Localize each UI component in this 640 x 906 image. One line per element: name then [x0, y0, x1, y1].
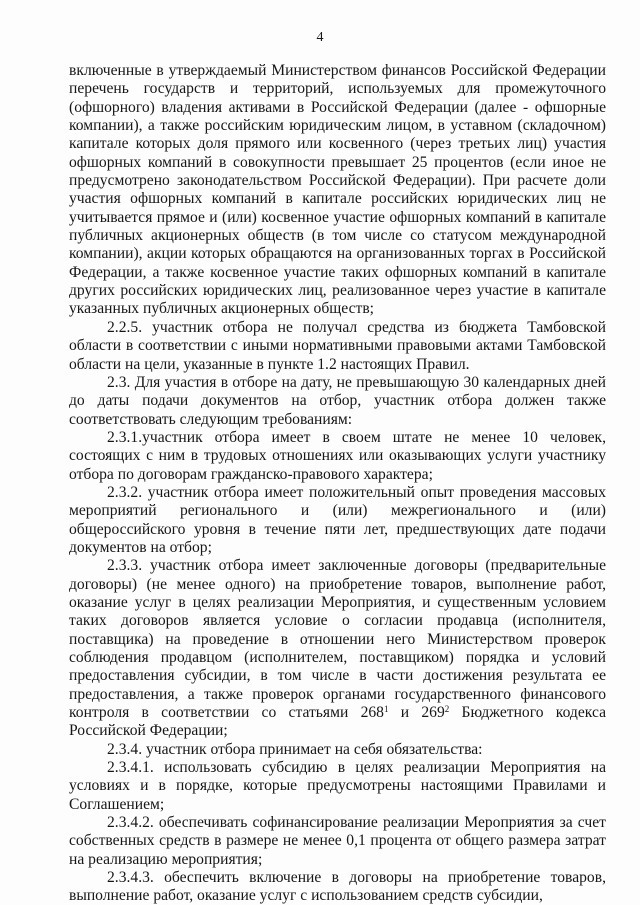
paragraph-offshore-companies: включенные в утверждаемый Министерством финансов Российской Федерации перечень государств и территорий, используемых для промежуточного (офшорного) владения активами в Российской Федерации (далее - офшорные компании), а также российским юридическим лицом, в уставном (складочном) капитале которых доля прямого или косвенного (через третьих лиц) участия офшорных компаний в совокупности превышает 25 процентов (если иное не предусмотрено законодательством Российской Федерации). При расчете доли участия офшорных компаний в капитале российских юридических лиц не учитывается прямое и (или) косвенное участие офшорных компаний в капитале публичных акционерных обществ (в том числе со статусом международной компании), акции которых обращаются на организованных торгах в Российской Федерации, а также косвенное участие таких офшорных компаний в капитале других российских юридических лиц, реализованное через участие в капитале указанных публичных акционерных обществ;	[69, 62, 606, 318]
paragraph-2-2-5: 2.2.5. участник отбора не получал средства из бюджета Тамбовской области в соответствии с иными нормативными правовыми актами Тамбовской области на цели, указанные в пункте 1.2 настоящих Правил.	[69, 318, 606, 373]
paragraph-2-3-1: 2.3.1.участник отбора имеет в своем штате не менее 10 человек, состоящих с ним в трудовых отношениях или оказывающих услуги участнику отбора по договорам гражданско-правового характера;	[69, 428, 606, 483]
paragraph-2-3: 2.3. Для участия в отборе на дату, не превышающую 30 календарных дней до даты подачи документов на отбор, участник отбора должен также соответствовать следующим требованиям:	[69, 373, 606, 428]
paragraph-2-3-3	[69, 557, 606, 740]
superscript-2: 2	[444, 704, 450, 715]
paragraph-2-3-4-3: 2.3.4.3. обеспечить включение в договоры на приобретение товаров, выполнение работ, оказание услуг с использованием средств субсидии,	[69, 869, 606, 905]
paragraph-2-3-3-text: 2.3.3. участник отбора имеет заключенные договоры (предварительные договоры) (не менее одного) на приобретение товаров, выполнение работ, оказание услуг в целях реализации Мероприятия, и существенным условием таких договоров является условие о согласии продавца (исполнителя, поставщика) на проведение в отношении него Министерством проверок соблюдения продавцом (исполнителем, поставщиком) порядка и условий предоставления субсидии, в том числе в части достижения результата ее предоставления, а также проверок органами государственного финансового контроля в соответствии со статьями 268	[69, 557, 606, 722]
paragraph-2-3-2: 2.3.2. участник отбора имеет положительный опыт проведения массовых мероприятий регионального и (или) межрегионального и (или) общероссийского уровня в течение пяти лет, предшествующих дате подачи документов на отбор;	[69, 483, 606, 556]
paragraph-2-3-3-mid: и 269	[388, 704, 445, 722]
paragraph-2-3-4-1: 2.3.4.1. использовать субсидию в целях реализации Мероприятия на условиях и в порядке, которые предусмотрены настоящими Правилами и Соглашением;	[69, 759, 606, 813]
superscript-1: 1	[383, 704, 389, 715]
paragraph-2-3-4: 2.3.4. участник отбора принимает на себя обязательства:	[107, 740, 483, 758]
paragraph-2-3-3-tail: Бюджетного кодекса Российской Федерации;	[69, 704, 606, 740]
document-body	[69, 62, 606, 906]
page-number: 4	[316, 30, 324, 45]
paragraph-2-3-4-2: 2.3.4.2. обеспечивать софинансирование реализации Мероприятия за счет собственных средств в размере не менее 0,1 процента от общего размера затрат на реализацию мероприятия;	[69, 814, 606, 868]
